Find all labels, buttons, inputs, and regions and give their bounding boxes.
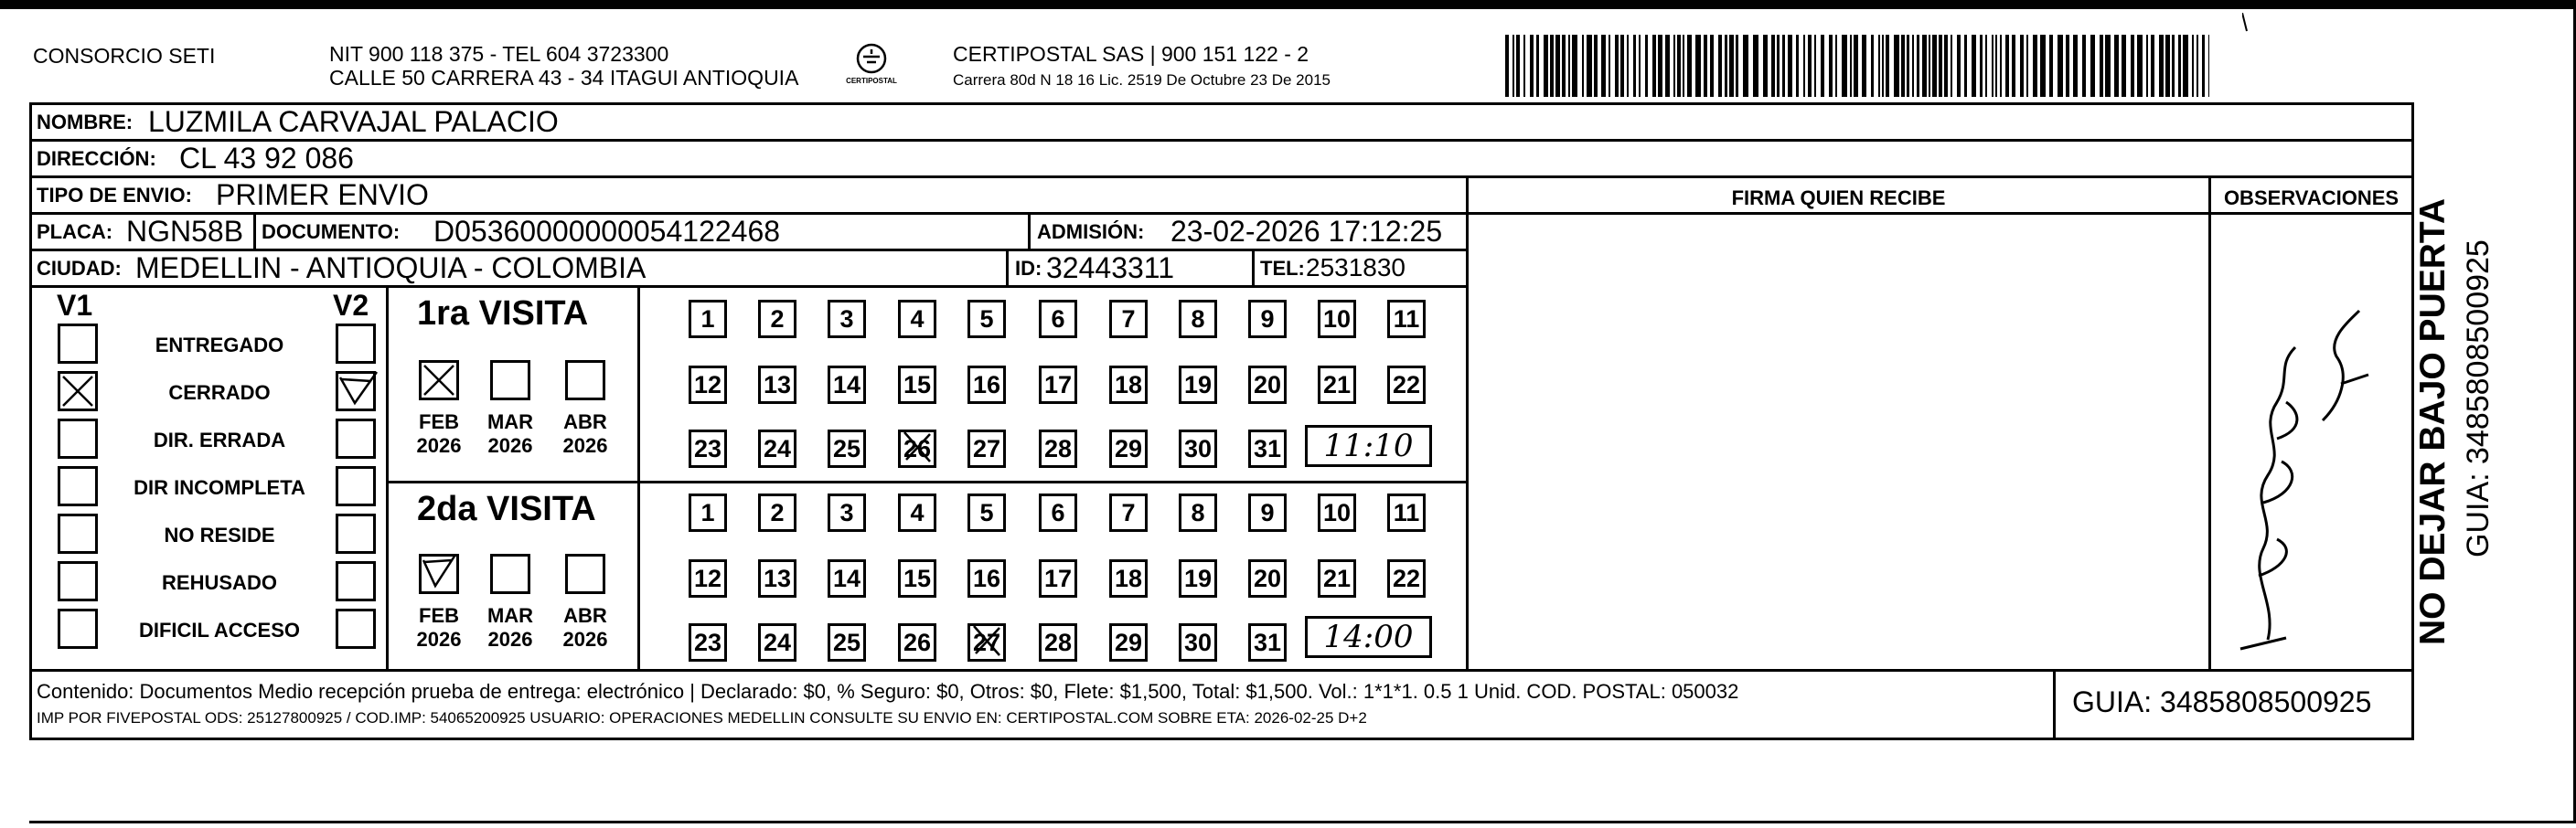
visit2-day-20[interactable]: 20: [1248, 559, 1287, 598]
months-right-border: [637, 285, 640, 671]
visit2-day-2[interactable]: 2: [758, 494, 796, 532]
visit1-day-12[interactable]: 12: [689, 366, 727, 404]
visit1-mar-checkbox[interactable]: [490, 360, 530, 400]
placa-divider: [253, 212, 256, 249]
visit1-day-2[interactable]: 2: [758, 300, 796, 338]
rehusado-label: REHUSADO: [162, 571, 277, 594]
visit1-day-8[interactable]: 8: [1179, 300, 1217, 338]
tipo-envio-value: PRIMER ENVIO: [216, 178, 429, 211]
visit1-day-7[interactable]: 7: [1109, 300, 1148, 338]
visit1-day-13[interactable]: 13: [758, 366, 796, 404]
visit1-time: 11:10: [1323, 428, 1414, 464]
visit1-abr-checkbox[interactable]: [565, 360, 605, 400]
visit1-day-16[interactable]: 16: [967, 366, 1006, 404]
corner-mark: [2242, 13, 2248, 33]
v2-no-reside-checkbox[interactable]: [336, 514, 376, 554]
dificil-acceso-label: DIFICIL ACCESO: [138, 619, 300, 642]
visit2-day-21[interactable]: 21: [1318, 559, 1356, 598]
visit2-day-25[interactable]: 25: [828, 623, 866, 662]
visit1-day-21[interactable]: 21: [1318, 366, 1356, 404]
visit2-month-abr: ABR 2026: [562, 604, 608, 651]
v1-entregado-checkbox[interactable]: [58, 324, 98, 364]
visit1-day-28[interactable]: 28: [1039, 430, 1077, 468]
form-left-border: [29, 102, 32, 740]
guia-box-divider: [2053, 669, 2056, 740]
visit1-day-20[interactable]: 20: [1248, 366, 1287, 404]
nombre-label: NOMBRE:: [37, 111, 134, 133]
visit1-month-feb: FEB 2026: [416, 410, 462, 457]
tel-divider: [1252, 249, 1255, 285]
entregado-label: ENTREGADO: [155, 334, 284, 356]
visit1-day-18[interactable]: 18: [1109, 366, 1148, 404]
visit1-day-5[interactable]: 5: [967, 300, 1006, 338]
id-label: ID:: [1015, 257, 1042, 280]
id-value: 32443311: [1046, 251, 1174, 284]
form-bottom-border: [29, 738, 2414, 740]
firma-left-border: [1466, 175, 1469, 671]
id-divider: [1006, 249, 1009, 285]
row-line-1: [29, 139, 2414, 142]
visit2-day-19[interactable]: 19: [1179, 559, 1217, 598]
visit1-day-1[interactable]: 1: [689, 300, 727, 338]
visit2-day-10[interactable]: 10: [1318, 494, 1356, 532]
tel-value: 2531830: [1306, 253, 1406, 281]
cerrado-label: CERRADO: [168, 381, 271, 404]
visit1-day-24[interactable]: 24: [758, 430, 796, 468]
visit2-day-8[interactable]: 8: [1179, 494, 1217, 532]
visit2-day-29[interactable]: 29: [1109, 623, 1148, 662]
visit2-day-14[interactable]: 14: [828, 559, 866, 598]
visit2-day-22[interactable]: 22: [1387, 559, 1426, 598]
visit1-day-31[interactable]: 31: [1248, 430, 1287, 468]
v2-rehusado-checkbox[interactable]: [336, 561, 376, 601]
visit2-abr-checkbox[interactable]: [565, 554, 605, 594]
placa-label: PLACA:: [37, 220, 113, 243]
visit2-month-feb: FEB 2026: [416, 604, 462, 651]
firma-header: FIRMA QUIEN RECIBE: [1731, 186, 1946, 209]
certipostal-line: CERTIPOSTAL SAS | 900 151 122 - 2: [953, 42, 1309, 66]
admision-divider: [1028, 212, 1031, 249]
nit-line: NIT 900 118 375 - TEL 604 3723300: [329, 42, 669, 66]
side-guia: GUIA: 3485808500925: [2461, 239, 2496, 557]
visit2-day-1[interactable]: 1: [689, 494, 727, 532]
visit1-month-mar: MAR 2026: [486, 410, 534, 457]
visit2-day-11[interactable]: 11: [1387, 494, 1426, 532]
documento-value: D05360000000054122468: [433, 215, 781, 248]
visit1-day-6[interactable]: 6: [1039, 300, 1077, 338]
visit1-day-14[interactable]: 14: [828, 366, 866, 404]
observaciones-header: OBSERVACIONES: [2223, 186, 2400, 209]
handwritten-observation: [2213, 274, 2407, 658]
visit2-day-12[interactable]: 12: [689, 559, 727, 598]
no-reside-label: NO RESIDE: [164, 524, 275, 547]
page-bottom-line: [29, 821, 2576, 823]
visit2-title: 2da VISITA: [417, 490, 596, 528]
visit1-day-15[interactable]: 15: [898, 366, 936, 404]
visit2-day-9[interactable]: 9: [1248, 494, 1287, 532]
v2-header: V2: [333, 289, 369, 322]
logo-text: CERTIPOSTAL: [846, 77, 897, 85]
visit2-mar-checkbox[interactable]: [490, 554, 530, 594]
barcode: [1505, 35, 2211, 97]
visit1-day-17[interactable]: 17: [1039, 366, 1077, 404]
v2-dificil-acceso-checkbox[interactable]: [336, 609, 376, 649]
visit1-feb-checkbox[interactable]: [419, 360, 459, 400]
visit2-day-18[interactable]: 18: [1109, 559, 1148, 598]
visit1-title: 1ra VISITA: [417, 294, 589, 333]
visit2-day-24[interactable]: 24: [758, 623, 796, 662]
visit1-day-29[interactable]: 29: [1109, 430, 1148, 468]
v2-entregado-checkbox[interactable]: [336, 324, 376, 364]
certipostal-logo: [839, 40, 903, 95]
no-dejar-bajo-puerta: NO DEJAR BAJO PUERTA: [2413, 197, 2453, 645]
ciudad-value: MEDELLIN - ANTIOQUIA - COLOMBIA: [135, 251, 647, 284]
tel-label: TEL:: [1260, 257, 1305, 280]
license-line: Carrera 80d N 18 16 Lic. 2519 De Octubre 23 De 2015: [953, 71, 1331, 89]
visit2-month-mar: MAR 2026: [486, 604, 534, 651]
visit1-month-abr: ABR 2026: [562, 410, 608, 457]
placa-value: NGN58B: [126, 215, 244, 248]
v2-dir-incompleta-checkbox[interactable]: [336, 466, 376, 506]
v1-header: V1: [57, 289, 93, 322]
visit1-day-26[interactable]: 26: [898, 430, 936, 468]
nombre-value: LUZMILA CARVAJAL PALACIO: [148, 105, 559, 138]
v1-rehusado-checkbox[interactable]: [58, 561, 98, 601]
v1-no-reside-checkbox[interactable]: [58, 514, 98, 554]
visit2-feb-checkbox[interactable]: [419, 554, 459, 594]
guia-box-text: GUIA: 3485808500925: [2072, 685, 2372, 718]
visit1-day-4[interactable]: 4: [898, 300, 936, 338]
visit1-day-22[interactable]: 22: [1387, 366, 1426, 404]
visit2-day-17[interactable]: 17: [1039, 559, 1077, 598]
visit2-time-box[interactable]: [1305, 616, 1432, 658]
ciudad-label: CIUDAD:: [37, 257, 122, 280]
admision-label: ADMISIÓN:: [1037, 220, 1145, 243]
v1-dir-incompleta-checkbox[interactable]: [58, 466, 98, 506]
visit1-day-10[interactable]: 10: [1318, 300, 1356, 338]
v1-cerrado-checkbox[interactable]: [58, 371, 98, 411]
dir-incompleta-label: DIR INCOMPLETA: [134, 476, 305, 499]
direccion-value: CL 43 92 086: [179, 142, 354, 175]
top-border-band: [0, 0, 2576, 9]
visit1-day-25[interactable]: 25: [828, 430, 866, 468]
visit2-day-28[interactable]: 28: [1039, 623, 1077, 662]
imp-line: IMP POR FIVEPOSTAL ODS: 25127800925 / COD.IMP: 54065200925 USUARIO: OPERACIONES MEDELLIN CONSULTE SU ENVIO EN: CERTIPOSTAL.COM SOBRE ETA: 2026-02-25 D+2: [37, 709, 1367, 727]
visit2-day-30[interactable]: 30: [1179, 623, 1217, 662]
row-line-5: [29, 285, 1469, 288]
visit2-day-23[interactable]: 23: [689, 623, 727, 662]
visit1-day-3[interactable]: 3: [828, 300, 866, 338]
tipo-envio-label: TIPO DE ENVIO:: [37, 184, 192, 207]
visit2-day-27[interactable]: 27: [967, 623, 1006, 662]
visit2-day-3[interactable]: 3: [828, 494, 866, 532]
admision-value: 23-02-2026 17:12:25: [1170, 215, 1443, 248]
visit1-day-23[interactable]: 23: [689, 430, 727, 468]
v1-dir-errada-checkbox[interactable]: [58, 419, 98, 459]
visit2-day-15[interactable]: 15: [898, 559, 936, 598]
visit2-day-4[interactable]: 4: [898, 494, 936, 532]
status-right-border: [386, 285, 389, 671]
visit1-day-9[interactable]: 9: [1248, 300, 1287, 338]
visit2-time: 14:00: [1323, 619, 1414, 655]
contenido-line: Contenido: Documentos Medio recepción prueba de entrega: electrónico | Declarado: $0, % Seguro: $0, Otros: $0, Flete: $1,500, Total: $1,500. Vol.: 1*1*1. 0.5 1 Unid. COD. POSTAL: 050032: [37, 680, 1739, 703]
visit2-day-6[interactable]: 6: [1039, 494, 1077, 532]
visit2-day-7[interactable]: 7: [1109, 494, 1148, 532]
visit-separator: [386, 481, 1469, 483]
visit2-day-16[interactable]: 16: [967, 559, 1006, 598]
visit2-day-26[interactable]: 26: [898, 623, 936, 662]
visit1-time-box[interactable]: [1305, 425, 1432, 467]
visit1-day-30[interactable]: 30: [1179, 430, 1217, 468]
visit1-day-27[interactable]: 27: [967, 430, 1006, 468]
visit1-day-19[interactable]: 19: [1179, 366, 1217, 404]
obs-left-border: [2208, 175, 2211, 671]
direccion-label: DIRECCIÓN:: [37, 147, 156, 170]
documento-label: DOCUMENTO:: [262, 220, 401, 243]
company-name: CONSORCIO SETI: [33, 44, 216, 68]
visit2-day-13[interactable]: 13: [758, 559, 796, 598]
v2-dir-errada-checkbox[interactable]: [336, 419, 376, 459]
visit2-day-31[interactable]: 31: [1248, 623, 1287, 662]
footer-top-border: [29, 669, 2414, 672]
v2-cerrado-checkbox[interactable]: [336, 371, 376, 411]
dir-errada-label: DIR. ERRADA: [153, 429, 286, 451]
visit2-day-5[interactable]: 5: [967, 494, 1006, 532]
address-line: CALLE 50 CARRERA 43 - 34 ITAGUI ANTIOQUIA: [329, 66, 799, 90]
v1-dificil-acceso-checkbox[interactable]: [58, 609, 98, 649]
visit1-day-11[interactable]: 11: [1387, 300, 1426, 338]
